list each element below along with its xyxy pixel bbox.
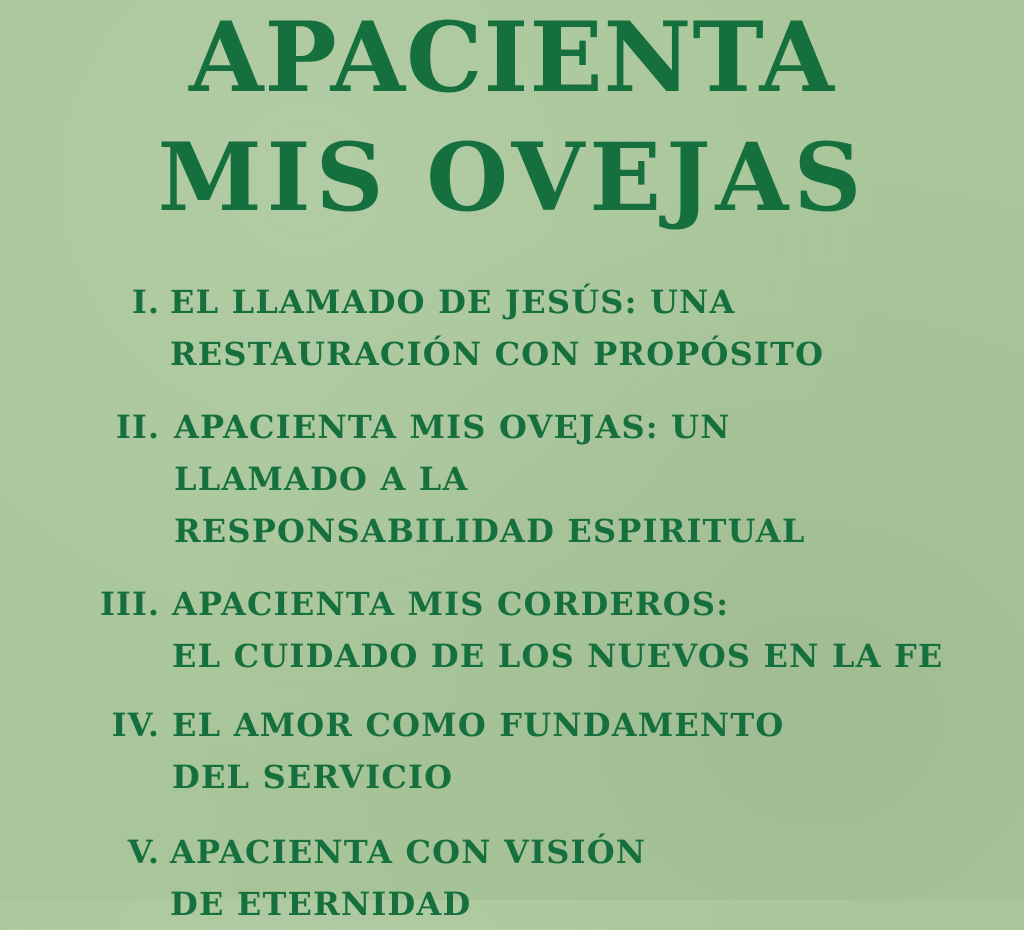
outline-item-text [170, 826, 646, 930]
outline-line: DE ETERNIDAD [170, 885, 472, 923]
title-line-2: MIS OVEJAS [157, 123, 867, 233]
outline-numeral: II. [115, 408, 160, 446]
title-line-1: APACIENTA [188, 1, 836, 114]
outline-item-text [172, 578, 944, 682]
outline-line: EL AMOR COMO FUNDAMENTO [172, 706, 785, 744]
outline-numeral: I. [131, 283, 160, 321]
outline-line: APACIENTA MIS OVEJAS: UN [174, 408, 731, 446]
outline-item-text [170, 276, 824, 380]
outline-line: RESTAURACIÓN CON PROPÓSITO [170, 335, 825, 373]
outline-numeral: V. [127, 833, 160, 871]
outline-line: LLAMADO A LA [174, 460, 469, 498]
outline-item-text [172, 699, 784, 803]
outline-line: EL LLAMADO DE JESÚS: UNA [170, 283, 736, 321]
outline-line: RESPONSABILIDAD ESPIRITUAL [174, 512, 806, 550]
outline-line: DEL SERVICIO [172, 758, 454, 796]
outline-line: APACIENTA MIS CORDEROS: [172, 585, 730, 623]
outline-line: APACIENTA CON VISIÓN [170, 833, 647, 871]
outline-item-text [174, 401, 806, 557]
outline-numeral: IV. [111, 706, 160, 744]
outline-line: EL CUIDADO DE LOS NUEVOS EN LA FE [172, 637, 944, 675]
outline-numeral: III. [99, 585, 160, 623]
